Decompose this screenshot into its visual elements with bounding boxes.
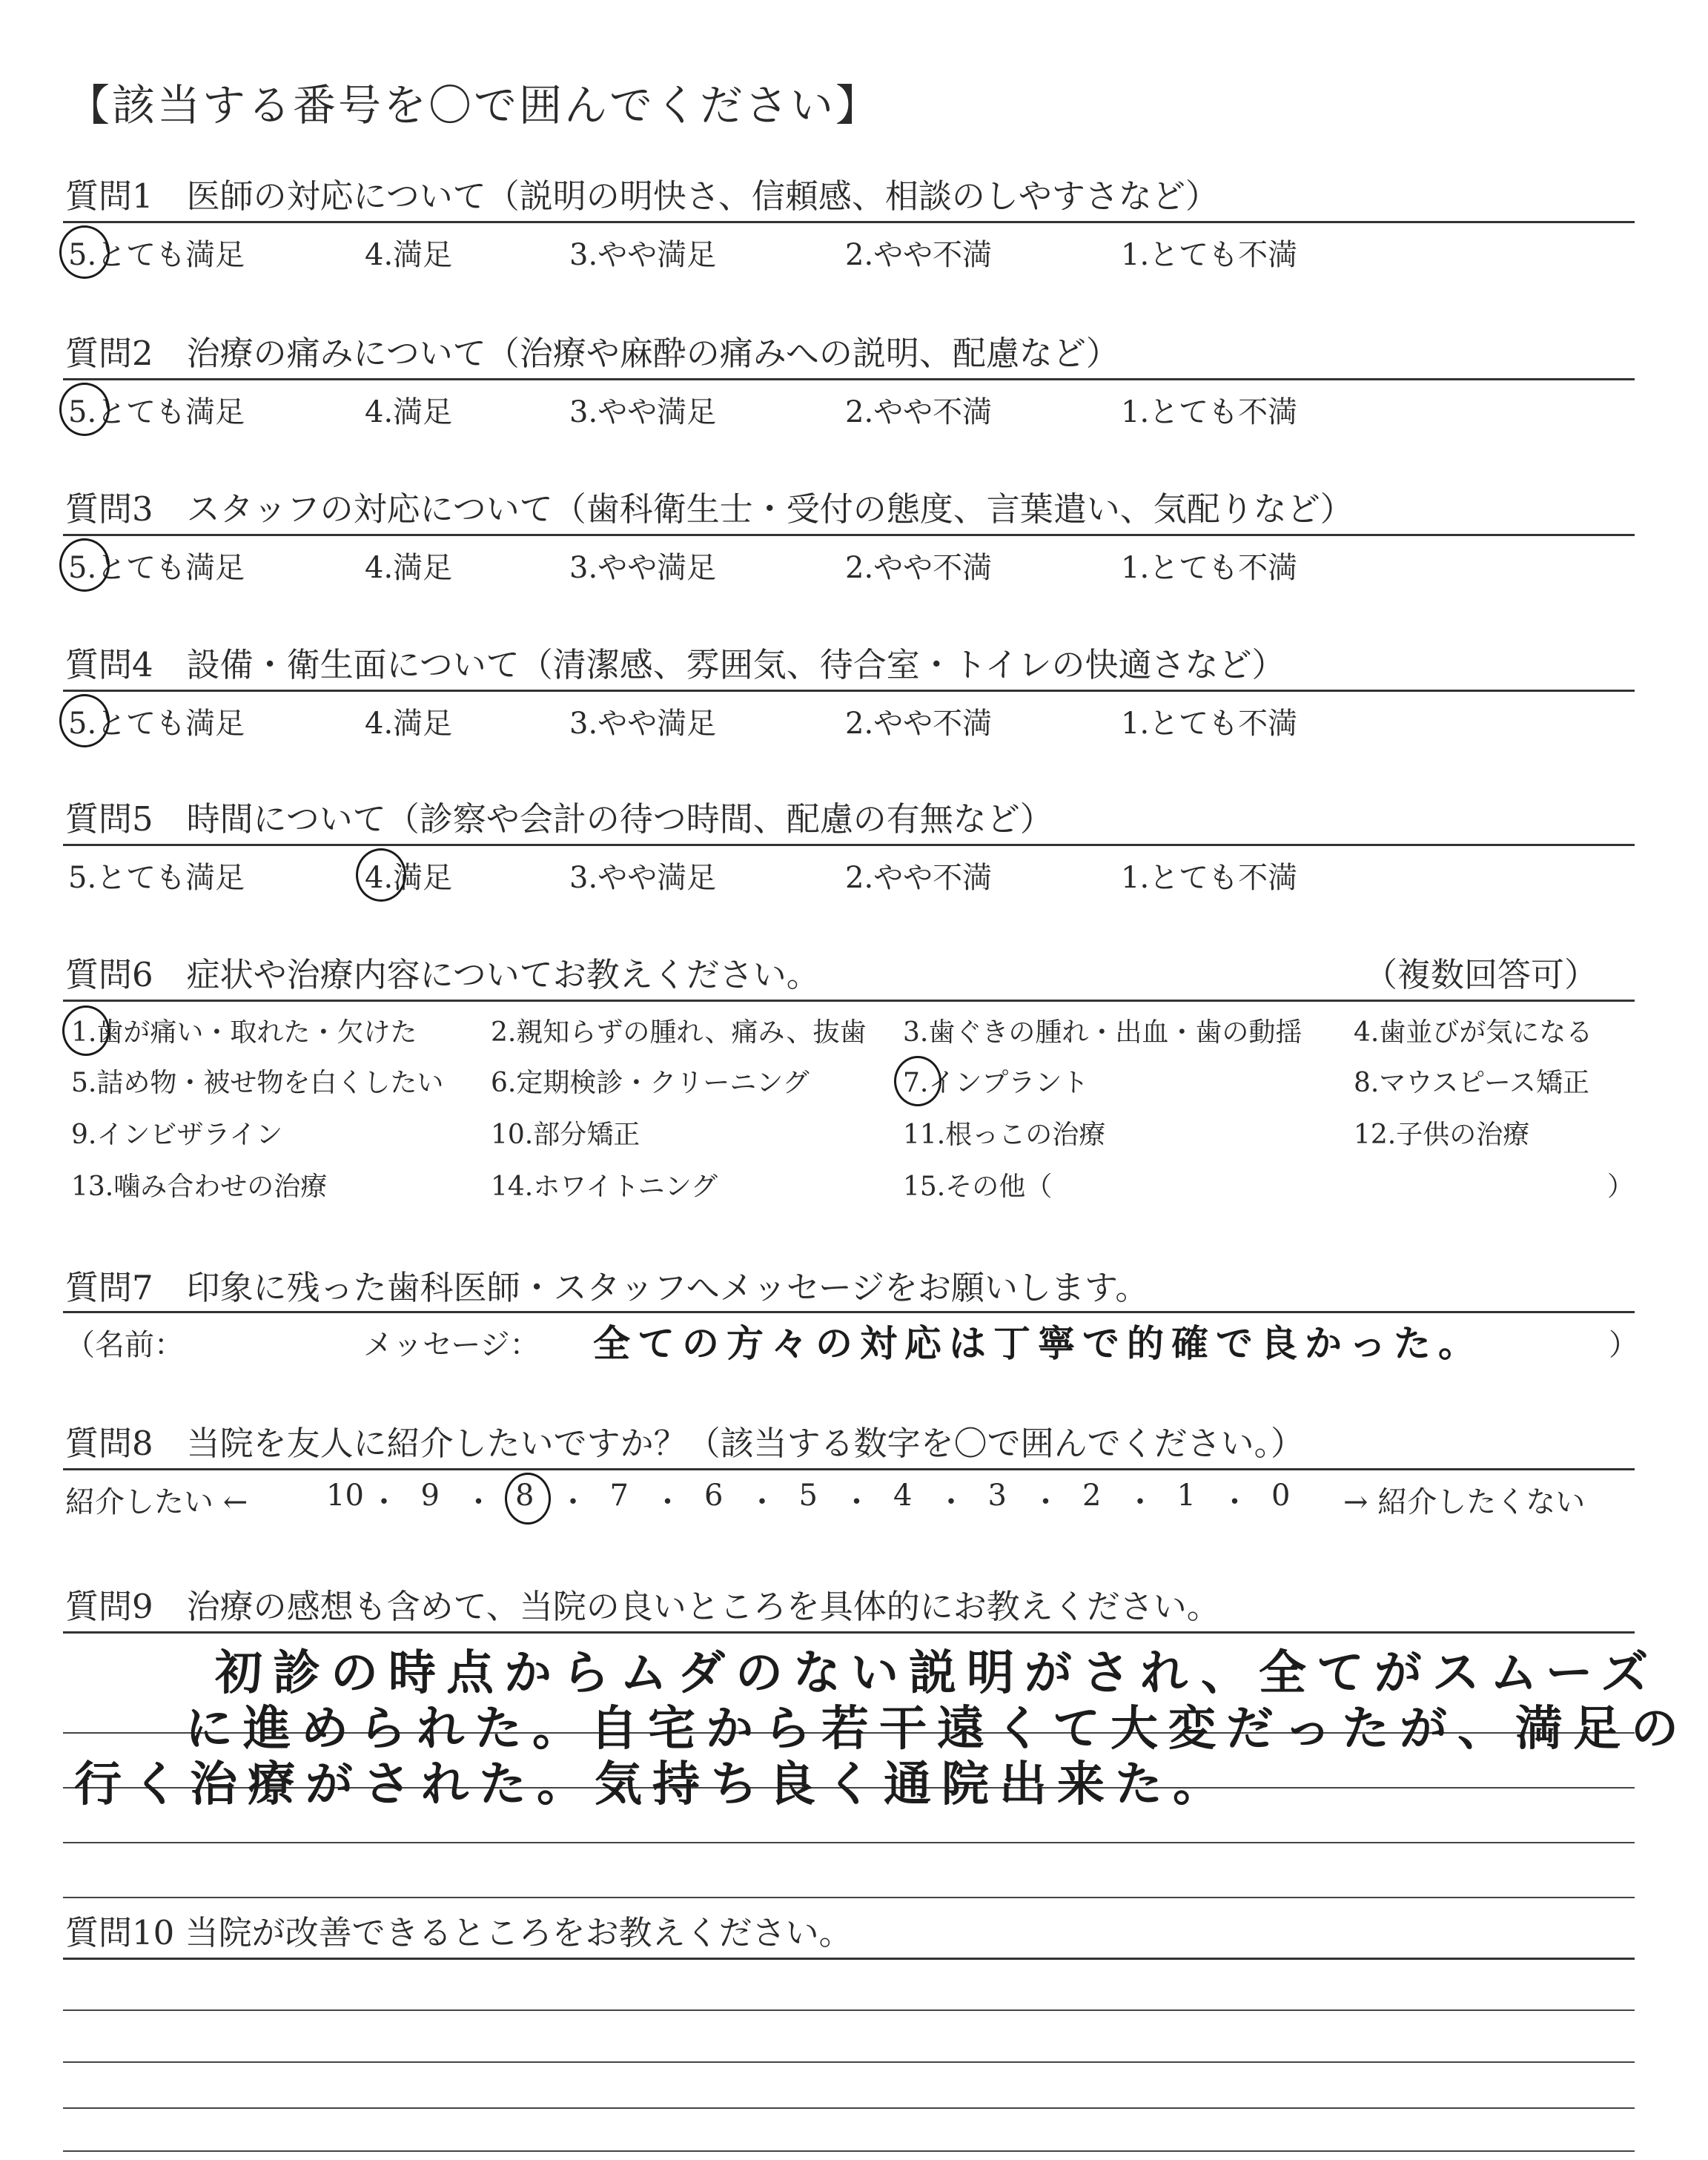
message-close-paren: ） xyxy=(1609,1328,1638,1362)
question-6-title: 質問6 症状や治療内容についてお教えください。 xyxy=(65,955,820,994)
symptom-option[interactable] xyxy=(1354,1011,1592,1049)
scale-value[interactable]: 4 xyxy=(893,1479,913,1513)
question-2-title: 質問2 治療の痛みについて（治療や麻酔の痛みへの説明、配慮など） xyxy=(65,334,1119,373)
rating-label: とても不満 xyxy=(1149,395,1298,429)
rating-option[interactable] xyxy=(569,854,716,896)
question-10-title: 質問10 当院が改善できるところをお教えください。 xyxy=(65,1913,853,1952)
question-8-title: 質問8 当院を友人に紹介したいですか？（該当する数字を〇で囲んでください。） xyxy=(65,1424,1305,1463)
rating-label: 満足 xyxy=(393,707,453,741)
rating-number: 4. xyxy=(365,238,394,272)
answer-line-3: 行く治療がされた。気持ち良く通院出来た。 xyxy=(74,1757,1231,1812)
symptom-label: 歯並びが気になる xyxy=(1379,1017,1593,1048)
other-close-paren xyxy=(1607,1166,1634,1203)
rating-label: やや不満 xyxy=(873,551,993,585)
symptom-number: 13. xyxy=(71,1172,114,1202)
rating-label: とても満足 xyxy=(96,395,245,429)
rating-label: やや満足 xyxy=(598,551,717,585)
rating-option[interactable] xyxy=(569,700,716,742)
rating-number: 2. xyxy=(845,238,874,272)
scale-value[interactable]: 7 xyxy=(609,1479,629,1513)
rating-label: やや満足 xyxy=(598,861,717,895)
rating-number: 2. xyxy=(845,551,874,585)
rating-option[interactable] xyxy=(1121,700,1297,742)
rating-number: 4. xyxy=(365,707,394,741)
scale-separator: ・ xyxy=(369,1485,399,1519)
symptom-number: 4. xyxy=(1354,1017,1380,1048)
question-9-title: 質問9 治療の感想も含めて、当院の良いところを具体的にお教えください。 xyxy=(65,1587,1220,1626)
symptom-option[interactable] xyxy=(491,1166,718,1203)
rating-option[interactable] xyxy=(845,231,992,274)
symptom-option[interactable] xyxy=(71,1011,417,1049)
question-5-title: 質問5 時間について（診察や会計の待つ時間、配慮の有無など） xyxy=(65,799,1053,839)
symptom-label: 根っこの治療 xyxy=(945,1120,1106,1150)
symptom-label: ） xyxy=(1607,1172,1635,1202)
symptom-number: 2. xyxy=(491,1017,517,1048)
rating-label: とても満足 xyxy=(96,551,245,585)
question-5-rule xyxy=(63,844,1635,846)
scale-separator: ・ xyxy=(841,1485,872,1519)
rating-option[interactable] xyxy=(1121,544,1297,587)
symptom-option[interactable] xyxy=(903,1011,1302,1049)
rating-number: 2. xyxy=(845,707,874,741)
question-7-title: 質問7 印象に残った歯科医師・スタッフへメッセージをお願いします。 xyxy=(65,1268,1149,1307)
rating-number: 5. xyxy=(68,707,97,741)
rating-label: やや不満 xyxy=(873,861,993,895)
selection-circle xyxy=(59,225,110,279)
selection-circle xyxy=(505,1473,551,1525)
rating-number: 1. xyxy=(1121,238,1150,272)
question-4-rule xyxy=(63,690,1635,692)
rating-number: 1. xyxy=(1121,861,1150,895)
rating-number: 3. xyxy=(569,238,598,272)
message-handwritten: 全ての方々の対応は丁寧で的確で良かった。 xyxy=(593,1322,1483,1365)
symptom-label: インビザライン xyxy=(96,1120,283,1150)
symptom-option[interactable] xyxy=(71,1114,282,1152)
rating-option[interactable] xyxy=(845,700,992,742)
rating-label: とても満足 xyxy=(96,707,245,741)
rating-label: とても不満 xyxy=(1149,861,1298,895)
symptom-label: マウスピース矯正 xyxy=(1379,1068,1590,1098)
rating-option[interactable] xyxy=(569,231,716,274)
rating-number: 4. xyxy=(365,395,394,429)
question-3-title: 質問3 スタッフの対応について（歯科衛生士・受付の態度、言葉遣い、気配りなど） xyxy=(65,489,1354,529)
symptom-number: 15. xyxy=(903,1172,946,1202)
selection-circle xyxy=(59,383,110,436)
message-label: メッセージ： xyxy=(363,1328,540,1362)
symptom-number: 8. xyxy=(1354,1068,1380,1098)
symptom-label: インプラント xyxy=(928,1068,1089,1098)
rating-label: とても不満 xyxy=(1149,238,1298,272)
rating-number: 2. xyxy=(845,395,874,429)
rating-number: 3. xyxy=(569,861,598,895)
rating-label: 満足 xyxy=(393,861,453,895)
symptom-label: 歯ぐきの腫れ・出血・歯の動揺 xyxy=(928,1017,1302,1048)
rating-option[interactable] xyxy=(845,854,992,896)
rating-option[interactable] xyxy=(365,700,452,742)
symptom-label: 親知らずの腫れ、痛み、抜歯 xyxy=(516,1017,867,1048)
symptom-option[interactable] xyxy=(71,1166,327,1203)
rating-option[interactable] xyxy=(845,544,992,587)
rating-option[interactable] xyxy=(1121,389,1297,431)
selection-circle xyxy=(59,538,110,592)
symptom-option[interactable] xyxy=(1354,1114,1529,1152)
rating-option[interactable] xyxy=(1121,854,1297,896)
rating-option[interactable] xyxy=(365,231,452,274)
rating-label: 満足 xyxy=(393,551,453,585)
symptom-label: 詰め物・被せ物を白くしたい xyxy=(96,1068,444,1098)
rating-option[interactable] xyxy=(365,544,452,587)
rating-number: 1. xyxy=(1121,707,1150,741)
symptom-number: 9. xyxy=(71,1120,97,1150)
rating-label: やや不満 xyxy=(873,707,993,741)
rating-option[interactable] xyxy=(365,389,452,431)
rating-label: 満足 xyxy=(393,395,453,429)
selection-circle xyxy=(59,694,110,747)
scale-separator: ・ xyxy=(558,1485,588,1519)
scale-value[interactable]: 8 xyxy=(515,1479,534,1513)
symptom-option[interactable] xyxy=(71,1062,443,1100)
scale-value[interactable]: 1 xyxy=(1176,1479,1196,1513)
rating-option[interactable] xyxy=(569,389,716,431)
symptom-label: その他（ xyxy=(945,1172,1053,1202)
symptom-option[interactable] xyxy=(491,1062,810,1100)
scale-separator: ・ xyxy=(1219,1485,1250,1519)
symptom-number: 6. xyxy=(491,1068,517,1098)
answer-line xyxy=(63,2009,1635,2011)
rating-number: 5. xyxy=(68,861,97,895)
rating-option[interactable] xyxy=(569,544,716,587)
question-6-rule xyxy=(63,1000,1635,1002)
name-label: （名前： xyxy=(65,1328,184,1362)
rating-number: 1. xyxy=(1121,395,1150,429)
symptom-label: 歯が痛い・取れた・欠けた xyxy=(96,1017,417,1048)
symptom-number: 3. xyxy=(903,1017,929,1048)
rating-label: とても満足 xyxy=(96,861,245,895)
rating-label: やや不満 xyxy=(873,238,993,272)
question-2-rule xyxy=(63,378,1635,380)
rating-number: 5. xyxy=(68,551,97,585)
answer-line xyxy=(63,2150,1635,2152)
rating-label: とても不満 xyxy=(1149,551,1298,585)
scale-value[interactable]: 0 xyxy=(1271,1479,1291,1513)
symptom-label: 定期検診・クリーニング xyxy=(516,1068,810,1098)
question-10-rule xyxy=(63,1958,1635,1960)
scale-separator: ・ xyxy=(1030,1485,1061,1519)
symptom-number: 12. xyxy=(1354,1120,1397,1150)
form-heading: 【該当する番号を〇で囲んでください】 xyxy=(67,80,881,131)
rating-label: やや満足 xyxy=(598,238,717,272)
question-7-rule xyxy=(63,1311,1635,1313)
rating-number: 4. xyxy=(365,861,394,895)
rating-number: 5. xyxy=(68,238,97,272)
question-6-note: （複数回答可） xyxy=(1364,955,1598,994)
answer-line xyxy=(63,2061,1635,2063)
scale-separator: ・ xyxy=(1125,1485,1155,1519)
answer-line-2: に進められた。自宅から若干遠くて大変だったが、満足の xyxy=(185,1702,1689,1757)
question-9-rule xyxy=(63,1631,1635,1634)
answer-line xyxy=(63,1897,1635,1898)
symptom-number: 1. xyxy=(71,1017,97,1048)
rating-label: とても満足 xyxy=(96,238,245,272)
symptom-label: 噛み合わせの治療 xyxy=(113,1172,328,1202)
symptom-number: 5. xyxy=(71,1068,97,1098)
scale-value[interactable]: 6 xyxy=(704,1479,724,1513)
selection-circle xyxy=(356,848,406,902)
question-4-title: 質問4 設備・衛生面について（清潔感、雰囲気、待合室・トイレの快適さなど） xyxy=(65,645,1285,684)
rating-label: とても不満 xyxy=(1149,707,1298,741)
rating-option[interactable] xyxy=(845,389,992,431)
symptom-number: 14. xyxy=(491,1172,534,1202)
rating-number: 5. xyxy=(68,395,97,429)
symptom-label: 部分矯正 xyxy=(533,1120,640,1150)
rating-option[interactable] xyxy=(68,854,245,896)
scale-value[interactable]: 9 xyxy=(420,1479,440,1513)
symptom-option[interactable] xyxy=(903,1166,1052,1203)
recommend-left-label: 紹介したい ← xyxy=(65,1485,248,1519)
scale-separator: ・ xyxy=(463,1485,494,1519)
symptom-number: 11. xyxy=(903,1120,946,1150)
answer-line xyxy=(63,2107,1635,2109)
selection-circle xyxy=(894,1056,941,1106)
rating-number: 3. xyxy=(569,551,598,585)
question-3-rule xyxy=(63,534,1635,536)
answer-line-1: 初診の時点からムダのない説明がされ、全てがスムーズ xyxy=(215,1646,1659,1701)
rating-number: 3. xyxy=(569,395,598,429)
symptom-option[interactable] xyxy=(903,1114,1105,1152)
symptom-option[interactable] xyxy=(1354,1062,1589,1100)
rating-number: 4. xyxy=(365,551,394,585)
rating-label: やや不満 xyxy=(873,395,993,429)
scale-separator: ・ xyxy=(936,1485,966,1519)
scale-value[interactable]: 2 xyxy=(1082,1479,1102,1513)
symptom-label: ホワイトニング xyxy=(533,1172,718,1202)
answer-line xyxy=(63,1842,1635,1843)
rating-number: 2. xyxy=(845,861,874,895)
recommend-right-label: → 紹介したくない xyxy=(1343,1485,1586,1519)
question-1-rule xyxy=(63,221,1635,223)
question-8-rule xyxy=(63,1468,1635,1470)
symptom-label: 子供の治療 xyxy=(1396,1120,1530,1150)
rating-label: やや満足 xyxy=(598,707,717,741)
symptom-number: 10. xyxy=(491,1120,534,1150)
rating-number: 3. xyxy=(569,707,598,741)
scale-value[interactable]: 10 xyxy=(326,1479,364,1513)
question-1-title: 質問1 医師の対応について（説明の明快さ、信頼感、相談のしやすさなど） xyxy=(65,176,1219,216)
scale-separator: ・ xyxy=(747,1485,777,1519)
rating-number: 1. xyxy=(1121,551,1150,585)
scale-value[interactable]: 3 xyxy=(987,1479,1007,1513)
symptom-option[interactable] xyxy=(491,1011,867,1049)
scale-separator: ・ xyxy=(652,1485,683,1519)
selection-circle xyxy=(62,1005,110,1056)
rating-label: やや満足 xyxy=(598,395,717,429)
symptom-option[interactable] xyxy=(491,1114,640,1152)
rating-option[interactable] xyxy=(1121,231,1297,274)
rating-label: 満足 xyxy=(393,238,453,272)
symptom-number: 7. xyxy=(903,1068,929,1098)
scale-value[interactable]: 5 xyxy=(798,1479,818,1513)
